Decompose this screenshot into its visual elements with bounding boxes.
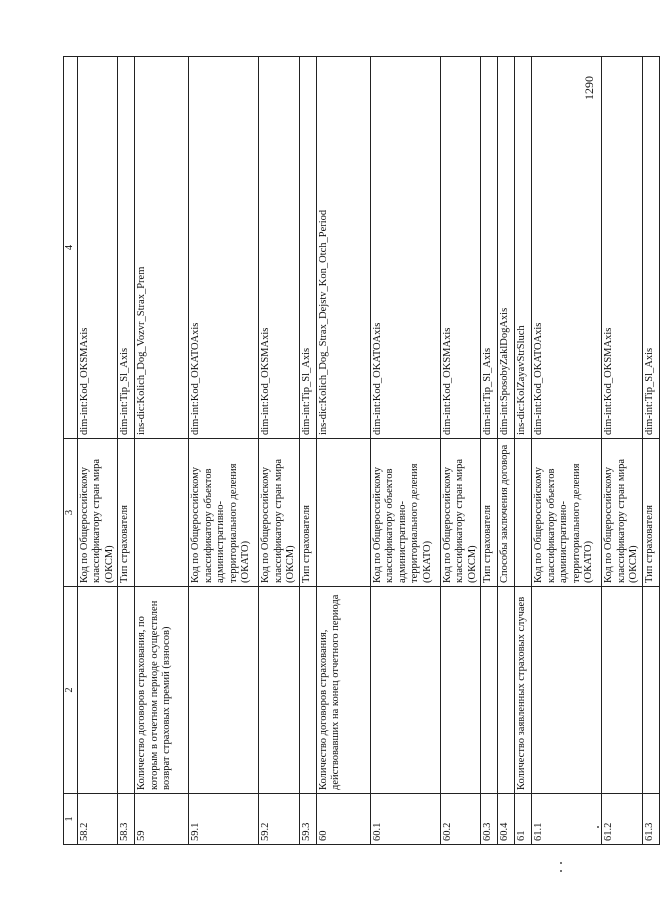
column-header-row [64, 57, 78, 845]
element-code-cell: ins-dic:Kolich_Dog_Vozvr_Strax_Prem [135, 57, 189, 439]
table-row [189, 57, 259, 845]
column-header: 1 [64, 794, 78, 845]
column-header: 2 [64, 587, 78, 794]
dimension-cell [135, 439, 189, 587]
element-code-cell: dim-int:Kod_OKSMAxis [259, 57, 300, 439]
dimension-cell: Тип страхователя [299, 439, 316, 587]
dimension-cell [316, 439, 370, 587]
dimension-cell: Тип страхователя [481, 439, 498, 587]
scan-mark [560, 862, 562, 864]
table-row [77, 57, 118, 845]
column-header: 4 [64, 57, 78, 439]
table-row [135, 57, 189, 845]
dimension-cell: Код по Общероссийскому классификатору объектов административно-территориального деления (ОКАТО) [189, 439, 259, 587]
indicator-name-cell [189, 587, 259, 794]
element-code-cell: dim-int:Kod_OKATOAxis [532, 57, 602, 439]
table-row [370, 57, 440, 845]
element-code-cell: dim-int:Kod_OKATOAxis [370, 57, 440, 439]
indicator-name-cell [77, 587, 118, 794]
element-code-cell: dim-int:Tip_Sl_Axis [481, 57, 498, 439]
row-number-cell: 59 [135, 794, 189, 845]
column-header: 3 [64, 439, 78, 587]
scan-mark [597, 826, 599, 828]
table-row [299, 57, 316, 845]
table-row [602, 57, 643, 845]
row-number-cell: 61 [515, 794, 532, 845]
row-number-cell: 60.3 [481, 794, 498, 845]
dimension-cell: Тип страхователя [642, 439, 659, 587]
dimension-cell [515, 439, 532, 587]
element-code-cell: dim-int:Kod_OKSMAxis [440, 57, 481, 439]
scan-mark [560, 870, 562, 872]
indicator-name-cell [532, 587, 602, 794]
element-code-cell: dim-int:Tip_Sl_Axis [118, 57, 135, 439]
dimension-cell: Способы заключения договора [498, 439, 515, 587]
indicator-name-cell [481, 587, 498, 794]
element-code-cell: dim-int:SposobyZaklDogAxis [498, 57, 515, 439]
dimension-cell: Код по Общероссийскому классификатору объектов административно-территориального деления (ОКАТО) [370, 439, 440, 587]
row-number-cell: 59.2 [259, 794, 300, 845]
row-number-cell: 61.2 [602, 794, 643, 845]
dimension-cell: Код по Общероссийскому классификатору стран мира (ОКСМ) [440, 439, 481, 587]
indicator-name-cell [440, 587, 481, 794]
element-code-cell: dim-int:Tip_Sl_Axis [642, 57, 659, 439]
row-number-cell: 60.2 [440, 794, 481, 845]
row-number-cell: 60 [316, 794, 370, 845]
table-row [118, 57, 135, 845]
element-code-cell: dim-int:Tip_Sl_Axis [299, 57, 316, 439]
table-row [515, 57, 532, 845]
element-code-cell: dim-int:Kod_OKSMAxis [77, 57, 118, 439]
row-number-cell: 61.1 [532, 794, 602, 845]
indicator-name-cell [498, 587, 515, 794]
indicator-name-cell [642, 587, 659, 794]
row-number-cell: 58.2 [77, 794, 118, 845]
element-code-cell: dim-int:Kod_OKSMAxis [602, 57, 643, 439]
table-row [316, 57, 370, 845]
indicator-name-cell [370, 587, 440, 794]
page-number-box [582, 60, 612, 100]
table-row [481, 57, 498, 845]
dimension-cell: Тип страхователя [118, 439, 135, 587]
indicator-name-cell [118, 587, 135, 794]
dimension-cell: Код по Общероссийскому классификатору стран мира (ОКСМ) [602, 439, 643, 587]
indicator-name-cell: Количество договоров страхования, по которым в отчетном периоде осуществлен возврат страховых премий (взносов) [135, 587, 189, 794]
row-number-cell: 60.4 [498, 794, 515, 845]
indicator-name-cell [602, 587, 643, 794]
indicator-name-cell: Количество договоров страхования, действовавших на конец отчетного периода [316, 587, 370, 794]
row-number-cell: 59.3 [299, 794, 316, 845]
dimension-cell: Код по Общероссийскому классификатору стран мира (ОКСМ) [259, 439, 300, 587]
row-number-cell: 59.1 [189, 794, 259, 845]
element-code-cell: ins-dic:Kolich_Dog_Strax_Dejstv_Kon_Otch_Period [316, 57, 370, 439]
row-number-cell: 61.3 [642, 794, 659, 845]
dimension-cell: Код по Общероссийскому классификатору объектов административно-территориального деления (ОКАТО) [532, 439, 602, 587]
dimension-cell: Код по Общероссийскому классификатору стран мира (ОКСМ) [77, 439, 118, 587]
table-row [259, 57, 300, 845]
indicator-name-cell: Количество заявленных страховых случаев [515, 587, 532, 794]
table-row [642, 57, 659, 845]
row-number-cell: 58.3 [118, 794, 135, 845]
element-code-cell: ins-dic:KolZayavStrSluch [515, 57, 532, 439]
row-number-cell: 60.1 [370, 794, 440, 845]
table-row [440, 57, 481, 845]
indicator-name-cell [259, 587, 300, 794]
taxonomy-table [63, 56, 660, 845]
element-code-cell: dim-int:Kod_OKATOAxis [189, 57, 259, 439]
table-row [498, 57, 515, 845]
table-row [532, 57, 602, 845]
page-number: 1290 [582, 76, 596, 100]
indicator-name-cell [299, 587, 316, 794]
